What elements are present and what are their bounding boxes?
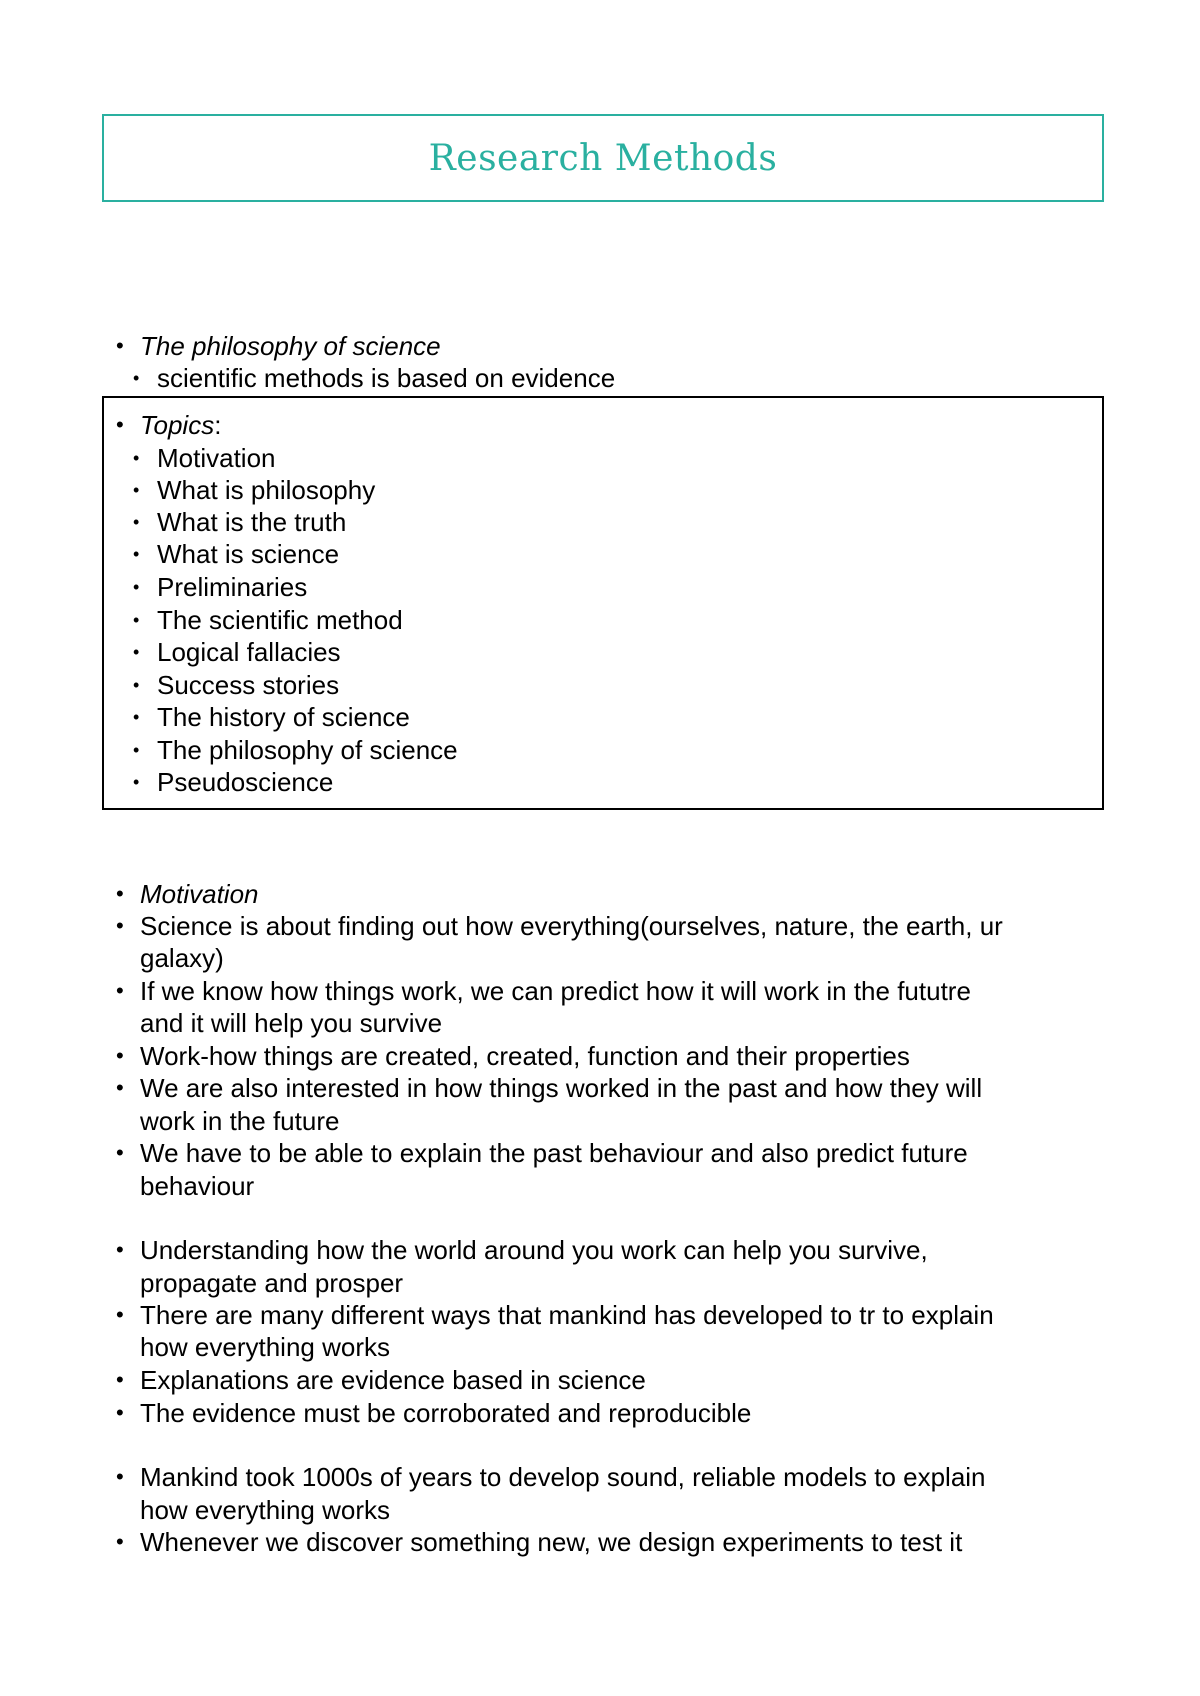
topics-heading-label: Topics <box>140 410 215 440</box>
motivation-line: work in the future <box>140 1106 340 1136</box>
motivation-line: We are also interested in how things worked in the past and how they will <box>140 1073 983 1103</box>
motivation-heading: Motivation <box>140 879 259 909</box>
topic-item: Motivation <box>157 443 276 473</box>
sub-bullet-icon: • <box>133 577 140 597</box>
sub-bullet-icon: • <box>133 610 140 630</box>
motivation-line: and it will help you survive <box>140 1008 443 1038</box>
bullet-icon: • <box>116 1529 124 1554</box>
bullet-icon: • <box>116 913 124 938</box>
motivation-line: Mankind took 1000s of years to develop sound, reliable models to explain <box>140 1462 986 1492</box>
motivation-line: behaviour <box>140 1171 255 1201</box>
topic-item: What is the truth <box>157 507 347 537</box>
bullet-icon: • <box>116 1367 124 1392</box>
motivation-line: If we know how things work, we can predict how it will work in the fututre <box>140 976 971 1006</box>
bullet-icon: • <box>116 1140 124 1165</box>
topic-item: Logical fallacies <box>157 637 341 667</box>
topic-item: The scientific method <box>157 605 403 635</box>
bullet-icon: • <box>116 978 124 1003</box>
bullet-icon: • <box>116 1400 124 1425</box>
bullet-icon: • <box>116 1464 124 1489</box>
motivation-line: galaxy) <box>140 943 224 973</box>
topic-item: What is science <box>157 539 340 569</box>
topic-item: Preliminaries <box>157 572 308 602</box>
philosophy-heading: The philosophy of science <box>140 331 441 361</box>
title-box <box>102 114 1104 202</box>
topic-item: What is philosophy <box>157 475 376 505</box>
philosophy-sub: scientific methods is based on evidence <box>157 363 616 393</box>
motivation-line: Explanations are evidence based in science <box>140 1365 646 1395</box>
motivation-line: Work-how things are created, created, function and their properties <box>140 1041 910 1071</box>
bullet-icon: • <box>116 412 124 437</box>
bullet-icon: • <box>116 333 124 358</box>
motivation-line: Whenever we discover something new, we design experiments to test it <box>140 1527 963 1557</box>
bullet-icon: • <box>116 1043 124 1068</box>
sub-bullet-icon: • <box>133 480 140 500</box>
sub-bullet-icon: • <box>133 642 140 662</box>
topic-item: Success stories <box>157 670 340 700</box>
topic-item: The philosophy of science <box>157 735 458 765</box>
motivation-line: We have to be able to explain the past behaviour and also predict future <box>140 1138 968 1168</box>
motivation-line: Understanding how the world around you work can help you survive, <box>140 1235 928 1265</box>
sub-bullet-icon: • <box>133 675 140 695</box>
topics-heading <box>140 409 221 441</box>
page-title: Research Methods <box>428 137 778 179</box>
motivation-line: how everything works <box>140 1332 390 1362</box>
sub-bullet-icon: • <box>133 448 140 468</box>
bullet-icon: • <box>116 1075 124 1100</box>
sub-bullet-icon: • <box>133 772 140 792</box>
sub-bullet-icon: • <box>133 512 140 532</box>
bullet-icon: • <box>116 1302 124 1327</box>
bullet-icon: • <box>116 1237 124 1262</box>
topic-item: Pseudoscience <box>157 767 334 797</box>
topic-item: The history of science <box>157 702 410 732</box>
sub-bullet-icon: • <box>133 707 140 727</box>
topics-heading-colon: : <box>214 410 222 440</box>
motivation-line: propagate and prosper <box>140 1268 404 1298</box>
sub-bullet-icon: • <box>133 740 140 760</box>
sub-bullet-icon: • <box>133 544 140 564</box>
bullet-icon: • <box>116 881 124 906</box>
motivation-line: Science is about finding out how everything(ourselves, nature, the earth, ur <box>140 911 1003 941</box>
motivation-line: There are many different ways that mankind has developed to tr to explain <box>140 1300 994 1330</box>
motivation-line: The evidence must be corroborated and reproducible <box>140 1398 752 1428</box>
sub-bullet-icon: • <box>133 368 140 388</box>
motivation-line: how everything works <box>140 1495 390 1525</box>
